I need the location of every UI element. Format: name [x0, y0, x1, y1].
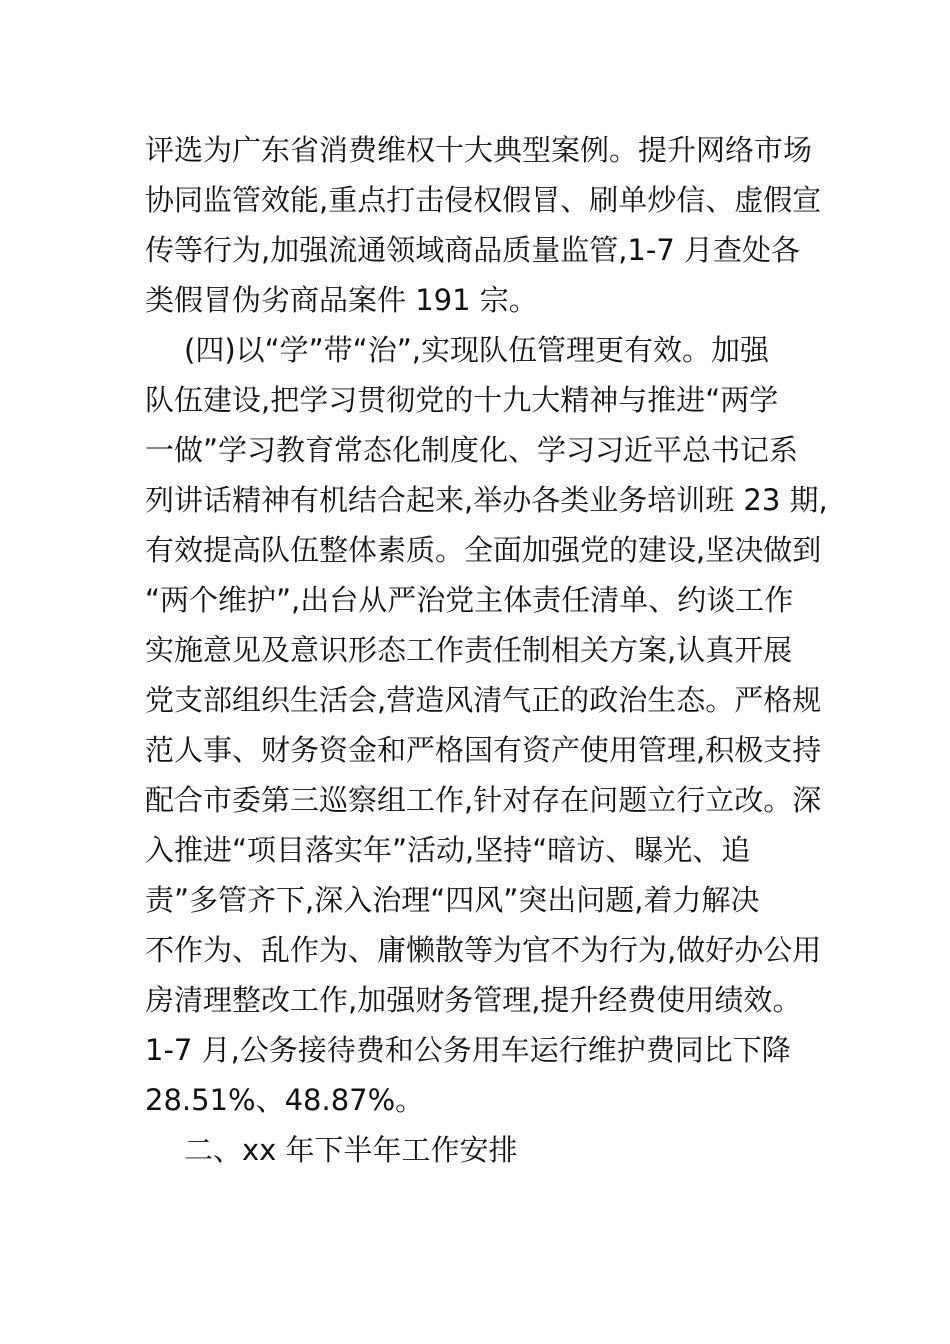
- paragraph-line: 责”多管齐下,深入治理“四风”突出问题,着力解决: [145, 883, 760, 917]
- paragraph-line: 入推进“项目落实年”活动,坚持“暗访、曝光、追: [145, 833, 751, 867]
- paragraph-line: (四)以“学”带“治”,实现队伍管理更有效。加强: [184, 333, 769, 367]
- paragraph-line: “两个维护”,出台从严治党主体责任清单、约谈工作: [145, 583, 794, 617]
- paragraph-line: 28.51%、48.87%。: [145, 1083, 425, 1117]
- paragraph-line: 类假冒伪劣商品案件 191 宗。: [145, 283, 538, 317]
- paragraph-line: 房清理整改工作,加强财务管理,提升经费使用绩效。: [145, 983, 802, 1017]
- paragraph-line: 有效提高队伍整体素质。全面加强党的建设,坚决做到: [145, 533, 822, 567]
- paragraph-line: 范人事、财务资金和严格国有资产使用管理,积极支持: [145, 733, 822, 767]
- paragraph-line: 列讲话精神有机结合起来,举办各类业务培训班 23 期,: [145, 483, 828, 517]
- section-heading: 二、xx 年下半年工作安排: [184, 1133, 518, 1167]
- paragraph-line: 1-7 月,公务接待费和公务用车运行维护费同比下降: [145, 1033, 791, 1067]
- paragraph-line: 不作为、乱作为、庸懒散等为官不为行为,做好办公用: [145, 933, 822, 967]
- paragraph-line: 党支部组织生活会,营造风清气正的政治生态。严格规: [145, 683, 822, 717]
- paragraph-line: 协同监管效能,重点打击侵权假冒、刷单炒信、虚假宣: [145, 183, 822, 217]
- paragraph-line: 一做”学习教育常态化制度化、学习习近平总书记系: [145, 433, 799, 467]
- paragraph-line: 实施意见及意识形态工作责任制相关方案,认真开展: [145, 633, 793, 667]
- paragraph-line: 配合市委第三巡察组工作,针对存在问题立行立改。深: [145, 783, 822, 817]
- paragraph-line: 传等行为,加强流通领域商品质量监管,1-7 月查处各: [145, 233, 801, 267]
- paragraph-line: 评选为广东省消费维权十大典型案例。提升网络市场: [145, 133, 813, 167]
- paragraph-line: 队伍建设,把学习贯彻党的十九大精神与推进“两学: [145, 383, 779, 417]
